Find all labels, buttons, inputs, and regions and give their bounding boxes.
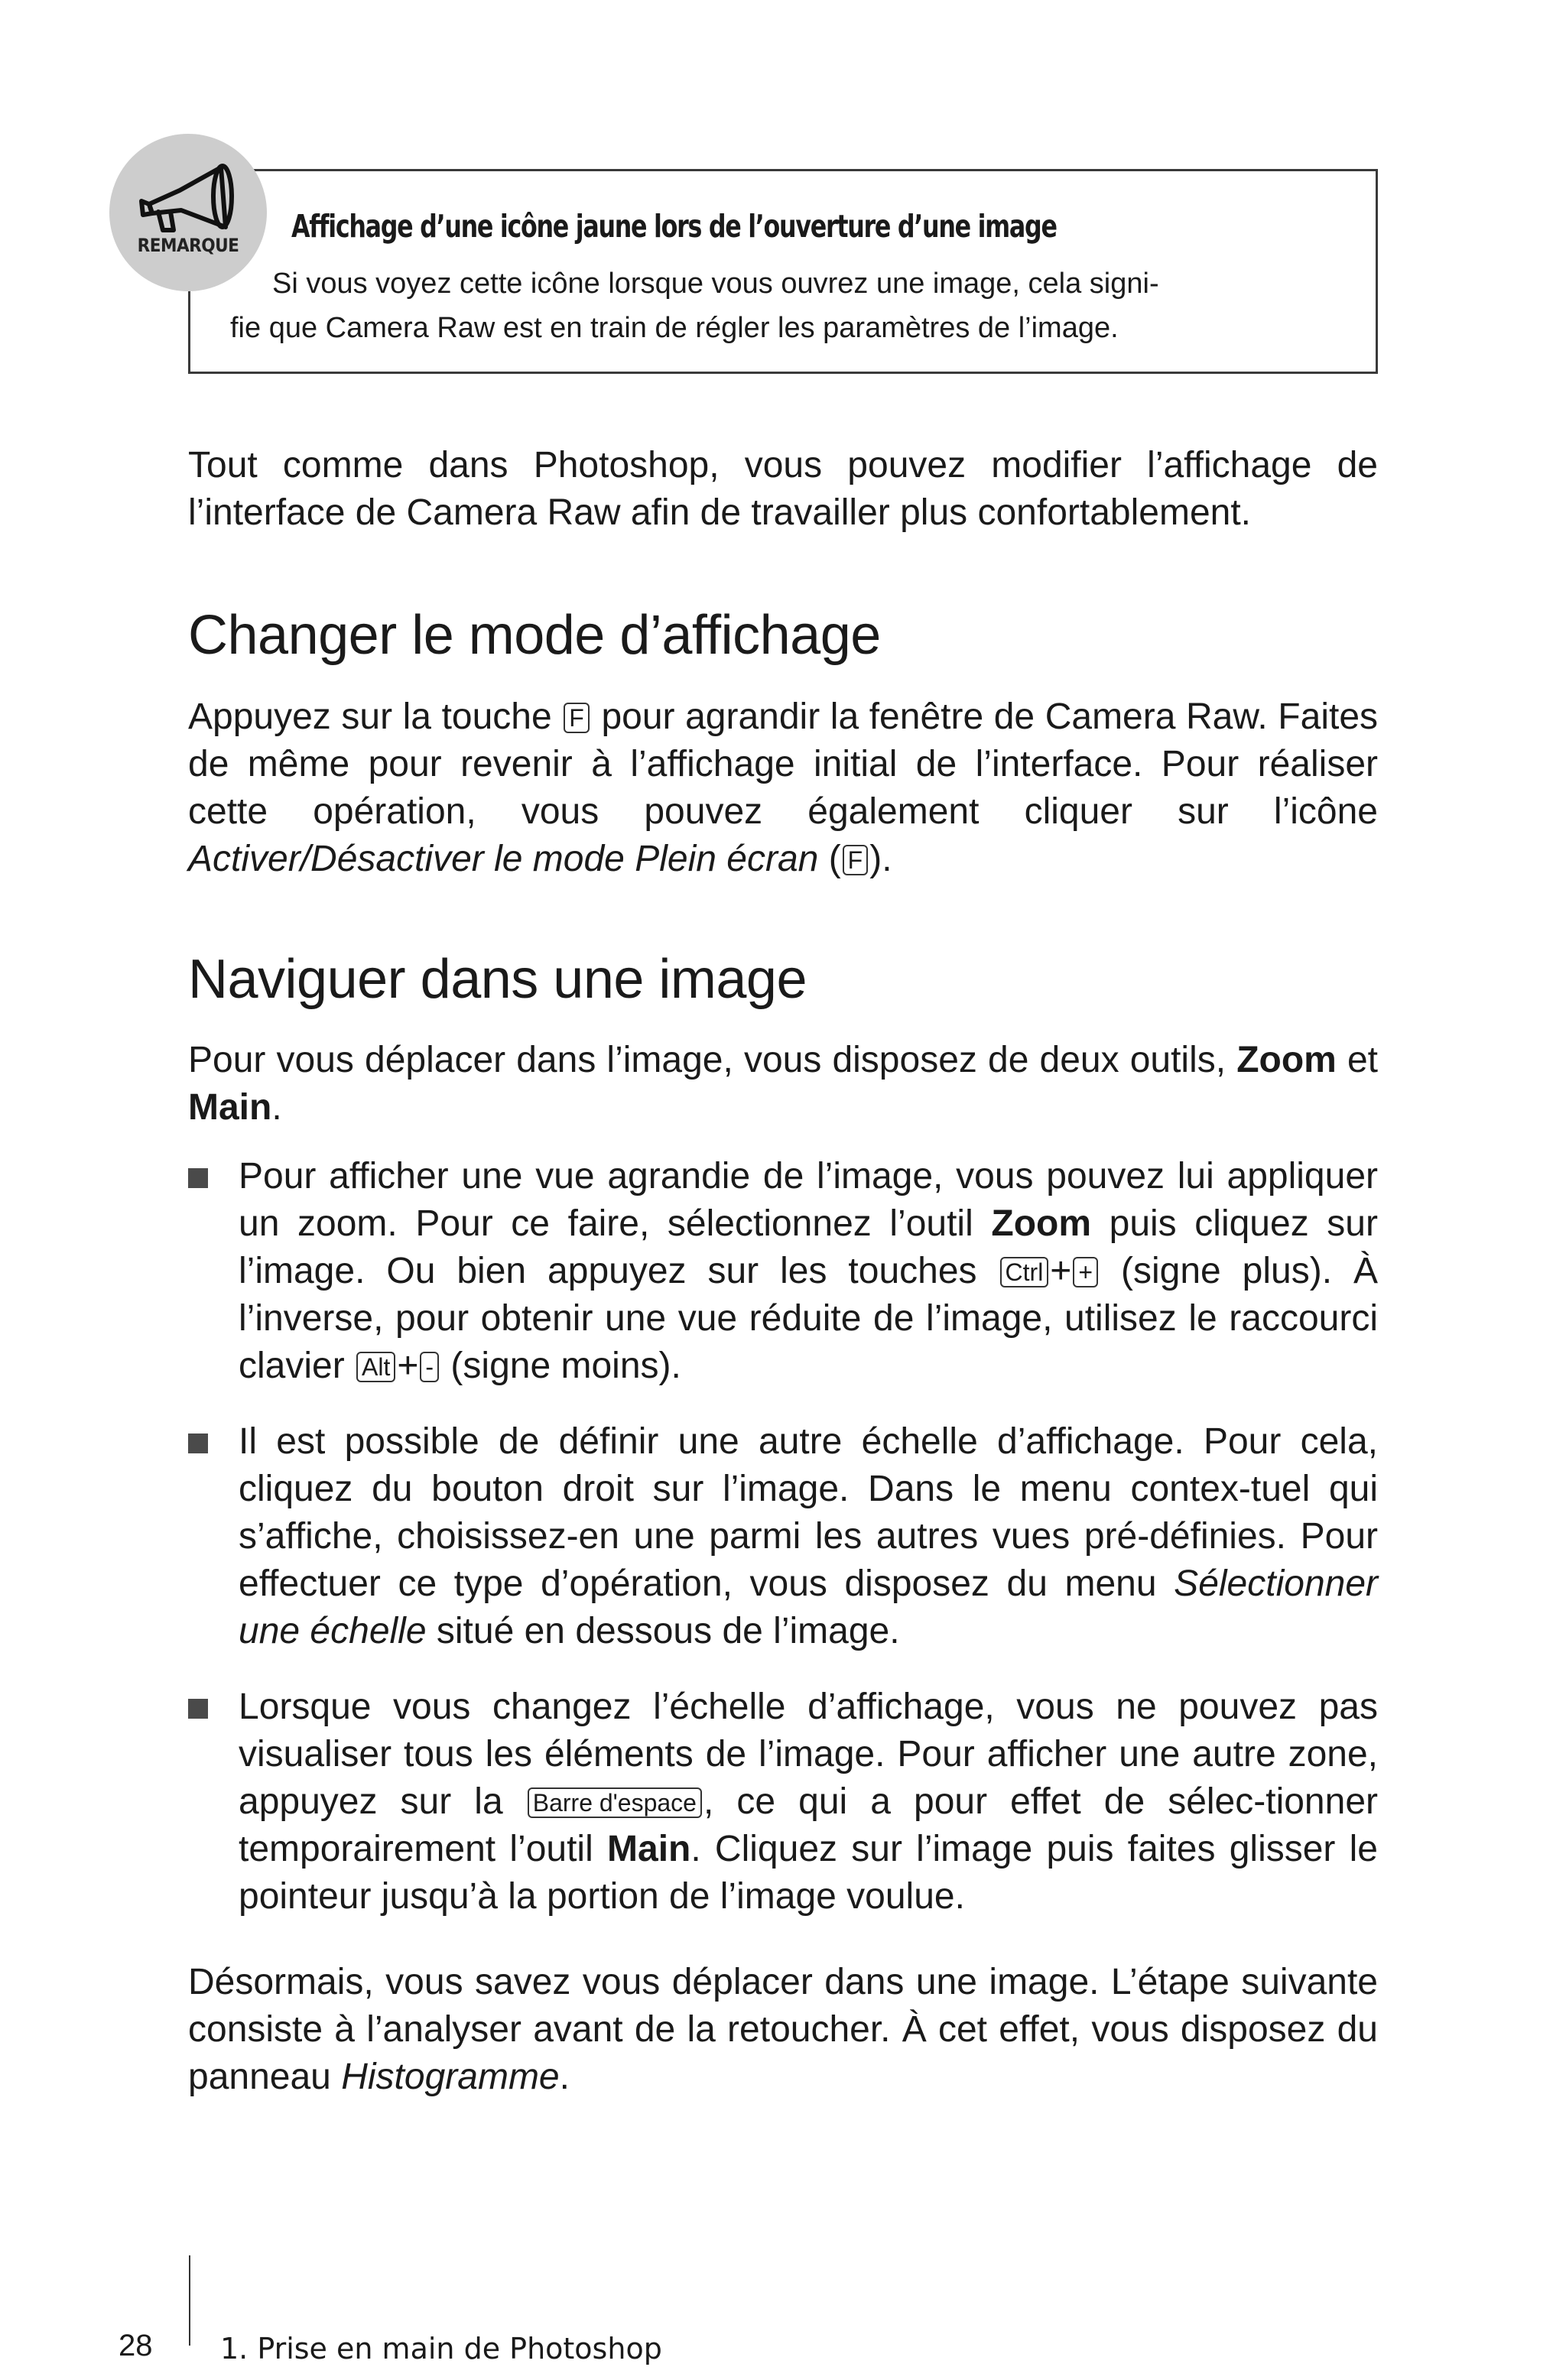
key-alt: Alt [356,1352,395,1382]
list-item-text: Lorsque vous changez l’échelle d’affichage, vous ne pouvez pas visualiser tous les éléments de l’image. Pour afficher une autre zone, appuyez sur la Barre d'espace , ce qui a pour effet de sélec-tionner temporairement l’outil Main. Cliquez sur l’image puis faites glisser le pointeur jusqu’à la portion de l’image voulue. [239,1687,1379,1917]
heading-changer-mode: Changer le mode d’affichage [188,605,881,666]
remark-label: REMARQUE [137,235,239,256]
intro-paragraph: Tout comme dans Photoshop, vous pouvez modifier l’affichage de l’interface de Camera Raw afin de travailler plus confortablement. [188,445,1378,533]
note-title: Affichage d’une icône jaune lors de l’ouverture d’une image [291,208,1057,245]
list-item-text: Il est possible de définir une autre échelle d’affichage. Pour cela, cliquez du bouton droit sur l’image. Dans le menu contex-tuel qui s’affiche, choisissez-en une parmi les autres vues pré-définies. Pour effectuer ce type d’opération, vous disposez du menu Sélectionner une échelle situé en dessous de l’image. [239,1421,1379,1651]
bullet-square [188,1699,208,1719]
key-plus: + [1073,1257,1098,1287]
note-body [230,261,1354,350]
bullet-square [188,1168,208,1188]
megaphone-icon [135,157,242,241]
key-ctrl: Ctrl [1000,1257,1049,1287]
key-f: F [564,703,590,733]
footer-divider [189,2255,190,2346]
section1-paragraph: Appuyez sur la touche F pour agrandir la fenêtre de Camera Raw. Faites de même pour revenir à l’affichage initial de l’interface. Pour réaliser cette opération, vous pouvez également cliquer sur l’icône Activer/Désactiver le mode Plein écran ( F ). [188,696,1379,879]
page-number: 28 [119,2329,153,2362]
remark-badge [109,134,267,291]
list-item-text: Pour afficher une vue agrandie de l’image, vous pouvez lui appliquer un zoom. Pour ce faire, sélectionnez l’outil Zoom puis cliquez sur l’image. Ou bien appuyez sur les touches Ctrl + + (signe plus). À l’inverse, pour obtenir une vue réduite de l’image, utilisez le raccourci clavier Alt + - (signe moins). [239,1156,1379,1386]
outro-paragraph: Désormais, vous savez vous déplacer dans une image. L’étape suivante consiste à l’analyser avant de la retoucher. À cet effet, vous disposez du panneau Histogramme. [188,1962,1378,2097]
chapter-title: 1. Prise en main de Photoshop [220,2332,662,2365]
bullet-square [188,1434,208,1453]
key-f-icon: F [843,845,869,875]
section2-intro: Pour vous déplacer dans l’image, vous disposez de deux outils, Zoom et Main. [188,1040,1379,1128]
key-space: Barre d'espace [528,1787,702,1818]
key-minus: - [420,1352,439,1382]
note-line-1: Si vous voyez cette icône lorsque vous ouvrez une image, cela signi- [272,268,1159,300]
note-box [188,169,1378,374]
note-line-2: fie que Camera Raw est en train de régler les paramètres de l’image. [230,312,1119,344]
heading-naviguer: Naviguer dans une image [188,949,807,1010]
